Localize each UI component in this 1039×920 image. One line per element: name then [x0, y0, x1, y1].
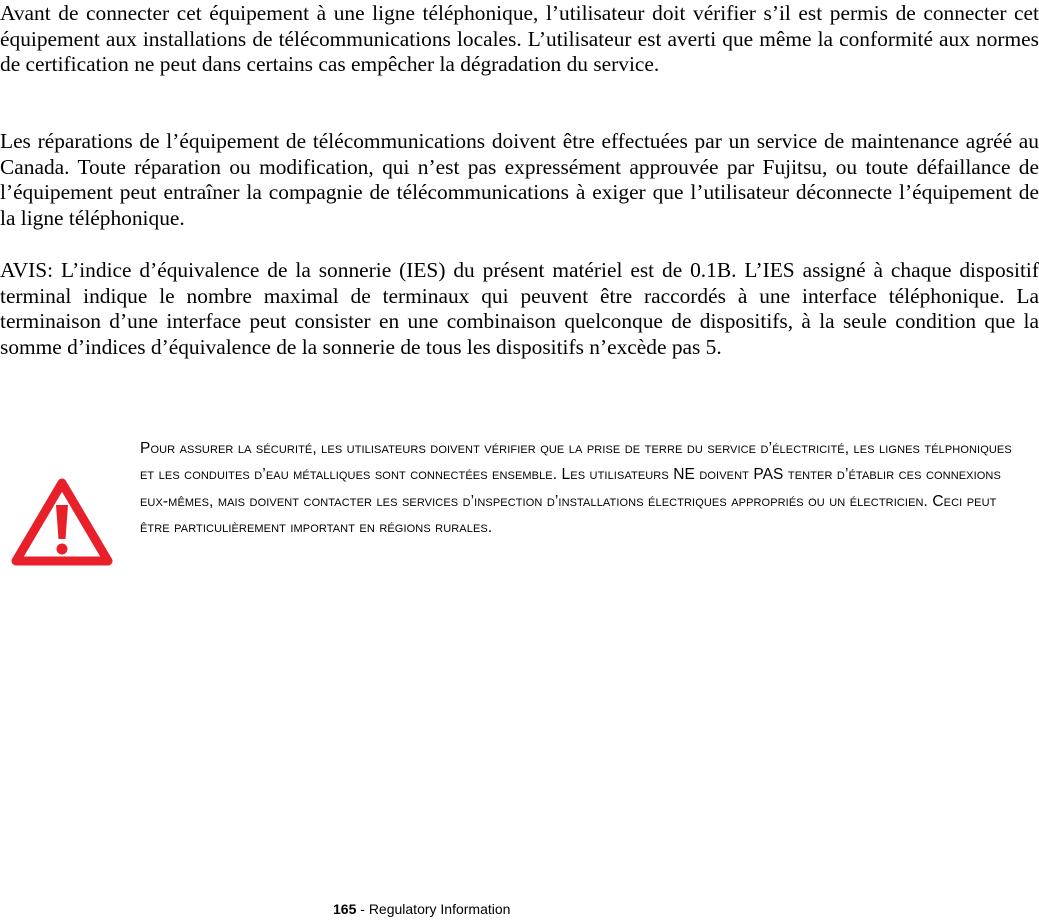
safety-warning-text: Pour assurer la sécurité, les utilisateurs doivent vérifier que la prise de terre du service d’électricité, les lignes télphoniques et les conduites d’eau métalliques sont connectées ensemble. Les utilisateurs NE doivent PAS tenter d’établir ces connexions eux-mêmes, mais doivent contacter les services d’inspection d’installations électriques appropriés ou un électricien. Ceci peut être particulièrement important en régions rurales. [140, 440, 1012, 537]
paragraph-repairs-notice: Les réparations de l’équipement de télécommunications doivent être effectuées par un service de maintenance agréé au Canada. Toute réparation ou modification, qui n’est pas expressément approuvée par Fujitsu, ou toute défaillance de l’équipement peut entraîner la compagnie de télécommunications à exiger que l’utilisateur déconnecte l’équipement de la ligne téléphonique. [0, 129, 1039, 230]
footer-section-title: Regulatory Information [368, 901, 511, 917]
paragraph-ies-notice: AVIS: L’indice d’équivalence de la sonnerie (IES) du présent matériel est de 0.1B. L’IES assigné à chaque dispositif terminal indique le nombre maximal de terminaux qui peuvent être raccordés à une interface téléphonique. La terminaison d’une interface peut consister en une combinaison quelconque de dispositifs, à la seule condition que la somme d’indices d’équivalence de la sonnerie de tous les dispositifs n’excède pas 5. [0, 258, 1039, 359]
safety-warning [0, 432, 1039, 592]
footer-separator: - [356, 901, 369, 917]
warning-triangle-icon [10, 477, 114, 569]
page-footer [333, 900, 510, 918]
paragraph-connection-notice: Avant de connecter cet équipement à une ligne téléphonique, l’utilisateur doit vérifier s’il est permis de connecter cet équipement aux installations de télécommunications locales. L’utilisateur est averti que même la conformité aux normes de certification ne peut dans certains cas empêcher la dégradation du service. [0, 1, 1039, 77]
page-number: 165 [333, 901, 357, 917]
